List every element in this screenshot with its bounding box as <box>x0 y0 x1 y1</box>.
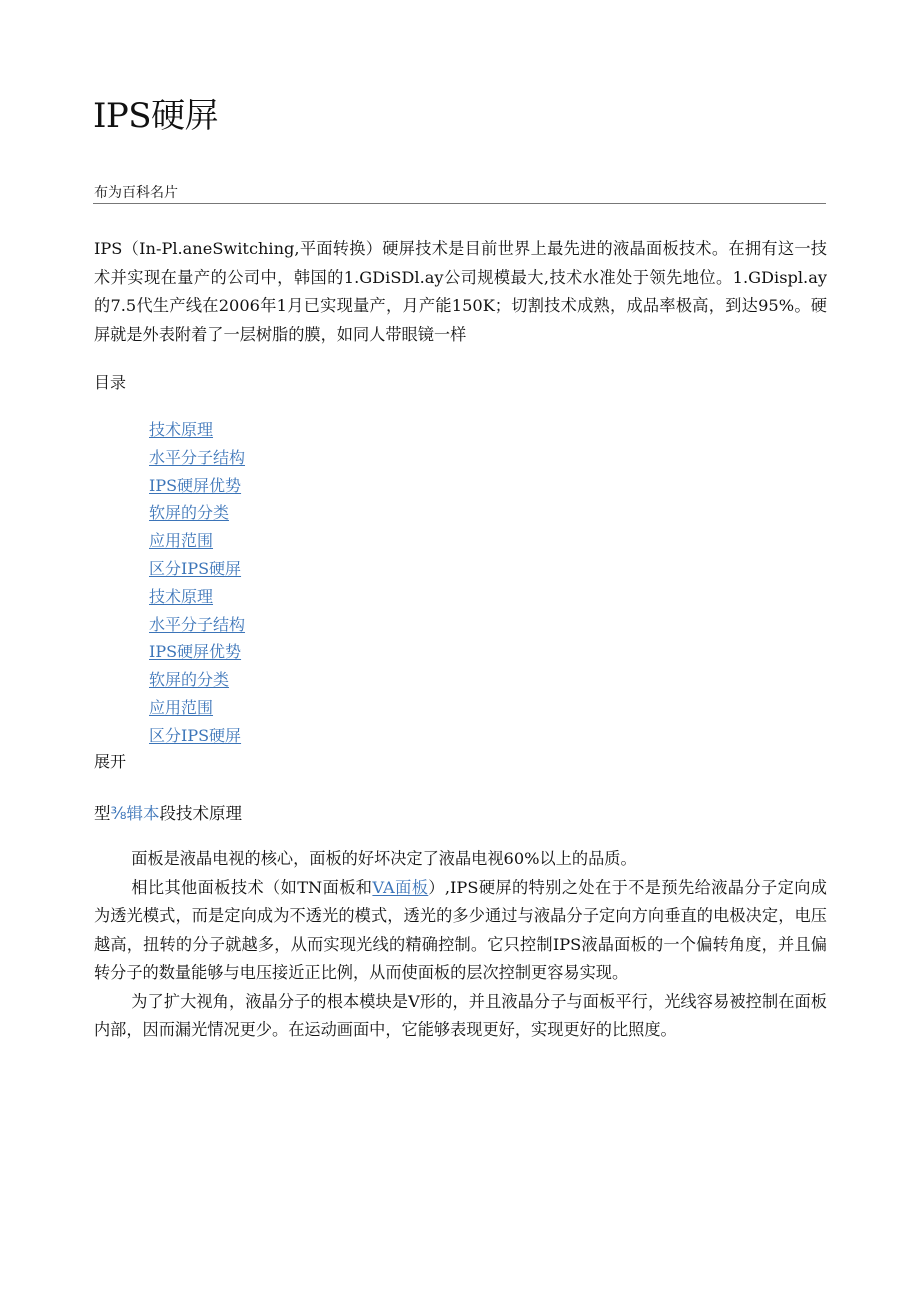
edit-section-link[interactable]: ⅜辑本 <box>110 804 160 823</box>
intro-paragraph: IPS（In-Pl.aneSwitching,平面转换）硬屏技术是目前世界上最先进的液晶面板技术。在拥有这一技术并实现在量产的公司中，韩国的1.GDiSDl.ay公司规模最大,技术水准处于领先地位。1.GDispl.ay的7.5代生产线在2006年1月已实现量产，月产能150K；切割技术成熟，成品率极高，到达95%。硬屏就是外表附着了一层树脂的膜，如同人带眼镜一样 <box>94 239 827 344</box>
toc-item <box>149 611 245 639</box>
body-paragraph <box>94 874 827 988</box>
body-paragraph: 面板是液晶电视的核心，面板的好坏决定了液晶电视60%以上的品质。 <box>131 849 637 868</box>
page-title: IPS硬屏 <box>93 96 219 136</box>
body-text-span: ）,IPS硬屏的特别之处在于不是预先给液晶分子定向成为透光模式，而是定向成为不透光的模式，透光的多少通过与液晶分子定向方向垂直的电极决定，电压越高，扭转的分子就越多，从而实现光线的精确控制。它只控制IPS液晶面板的一个偏转角度，并且偏转分子的数量能够与电压接近正比例，从而使面板的层次控制更容易实现。 <box>94 877 827 982</box>
toc-item <box>149 416 245 444</box>
toc-link[interactable]: 技术原理 <box>149 586 214 606</box>
toc-link[interactable]: IPS硬屏优势 <box>149 642 242 662</box>
section-prefix: 型 <box>94 804 111 823</box>
section-body <box>94 845 827 1045</box>
va-panel-link[interactable]: VA面板 <box>372 877 429 897</box>
header-divider <box>93 203 826 204</box>
toc-item <box>149 472 245 500</box>
toc-item <box>149 666 245 694</box>
toc-link[interactable]: 区分IPS硬屏 <box>149 725 242 745</box>
table-of-contents <box>149 416 245 750</box>
toc-link[interactable]: 水平分子结构 <box>149 614 246 634</box>
section-title-text: 段技术原理 <box>159 804 242 823</box>
section-heading <box>94 802 242 826</box>
toc-item <box>149 444 245 472</box>
body-text-span: 相比其他面板技术（如TN面板和 <box>131 877 373 897</box>
toc-heading: 目录 <box>94 373 127 392</box>
toc-item <box>149 638 245 666</box>
toc-link[interactable]: 软屏的分类 <box>149 503 230 523</box>
expand-toc-toggle[interactable]: 展开 <box>94 752 127 771</box>
toc-link[interactable]: 区分IPS硬屏 <box>149 558 242 578</box>
toc-item <box>149 694 245 722</box>
toc-item <box>149 583 245 611</box>
toc-item <box>149 499 245 527</box>
body-paragraph: 为了扩大视角，液晶分子的根本模块是V形的，并且液晶分子与面板平行，光线容易被控制在面板内部，因而漏光情况更少。在运动画面中，它能够表现更好，实现更好的比照度。 <box>94 991 827 1039</box>
baike-card-label: 布为百科名片 <box>94 185 178 201</box>
toc-item <box>149 555 245 583</box>
toc-item <box>149 527 245 555</box>
toc-link[interactable]: 应用范围 <box>149 697 214 717</box>
toc-link[interactable]: 应用范围 <box>149 531 214 551</box>
toc-link[interactable]: 水平分子结构 <box>149 447 246 467</box>
toc-link[interactable]: 技术原理 <box>149 420 214 439</box>
toc-link[interactable]: 软屏的分类 <box>149 670 230 690</box>
toc-link[interactable]: IPS硬屏优势 <box>149 475 242 495</box>
toc-item <box>149 722 245 750</box>
